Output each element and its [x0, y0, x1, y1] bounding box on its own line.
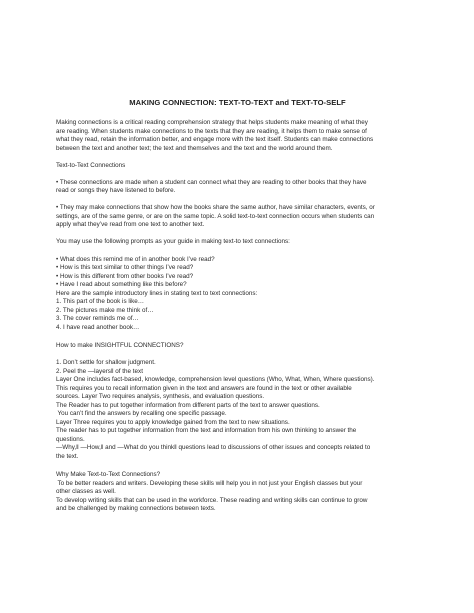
- list-item: Here are the sample introductory lines in stating text to text connections:: [56, 289, 258, 297]
- list-item: • Have I read about something like this before?: [56, 281, 187, 289]
- text-line: The reader has to put together information from the text and information from his own thinking to answer the: [56, 427, 357, 435]
- text-line: read or songs they have listened to before.: [56, 187, 176, 195]
- text-line: You can’t find the answers by recalling one specific passage.: [57, 410, 227, 418]
- text-line: • These connections are made when a student can connect what they are reading to other books that they have: [56, 178, 367, 186]
- list-item: • How is this different from other books I’ve read?: [56, 272, 194, 280]
- text-line: 2. Peel the ―layers‖ of the text: [56, 367, 143, 375]
- text-line: between the text and another text; the text and themselves and the text and the world around them.: [56, 144, 333, 152]
- list-item: 4. I have read another book…: [56, 323, 140, 331]
- intro-paragraph: [56, 119, 419, 153]
- prompt-intro: You may use the following prompts as your guide in making text-to text connections:: [56, 238, 290, 246]
- list-item: 1. This part of the book is like…: [56, 298, 145, 306]
- text-line: Layer Three requires you to apply knowledge gained from the text to new situations.: [56, 418, 290, 426]
- list-item: • What does this remind me of in another book I’ve read?: [56, 255, 215, 263]
- list-item: 3. The cover reminds me of…: [56, 315, 139, 323]
- text-line: To be better readers and writers. Developing these skills will help you in not just your English classes but your: [57, 479, 363, 487]
- text-line: the text.: [56, 453, 79, 460]
- text-line: and be challenged by making connections between texts.: [56, 505, 216, 513]
- list-item: • How is this text similar to other things I’ve read?: [56, 264, 194, 272]
- text-line: Making connections is a critical reading comprehension strategy that helps students make meaning of what they: [56, 119, 368, 126]
- why-body: [56, 480, 419, 514]
- text-line: ―Why,‖ ―How,‖ and ―What do you think‖ questions lead to discussions of other issues and concepts related to: [56, 444, 371, 452]
- bullet-paragraph: [56, 179, 419, 196]
- section-heading-insightful: How to make INSIGHTFUL CONNECTIONS?: [56, 341, 184, 349]
- section-heading-why: Why Make Text-to-Text Connections?: [56, 471, 161, 479]
- list-item: 2. The pictures make me think of…: [56, 306, 154, 314]
- text-line: This requires you to recall information given in the text and answers are found in the text or other available: [56, 384, 352, 392]
- document-title: MAKING CONNECTION: TEXT-TO-TEXT and TEXT-TO-SELF: [129, 98, 346, 107]
- prompt-list: [56, 256, 419, 333]
- text-line: what they read, retain the information better, and engage more with the text itself. Students can make connections: [56, 136, 374, 144]
- text-line: other classes as well.: [56, 488, 116, 496]
- text-line: • They may make connections that show how the books share the same author, have similar characters, events, or: [56, 204, 375, 212]
- text-line: To develop writing skills that can be used in the workforce. These reading and writing skills can continue to grow: [56, 496, 368, 504]
- bullet-paragraph: [56, 204, 419, 230]
- section-heading-text-to-text: Text-to-Text Connections: [56, 161, 126, 169]
- text-line: are reading. When students make connections to the texts that they are reading, it helps them to make sense of: [56, 127, 367, 135]
- text-line: Layer One includes fact-based, knowledge, comprehension level questions (Who, What, When, Where questions).: [56, 376, 375, 384]
- text-line: settings, are of the same genre, or are on the same topic. A solid text-to-text connection occurs when students can: [56, 212, 375, 220]
- text-line: The Reader has to put together information from different parts of the text to answer questions.: [56, 401, 320, 409]
- text-line: questions.: [56, 435, 85, 443]
- text-line: apply what they’ve read from one text to another text.: [56, 221, 205, 229]
- text-line: 1. Don’t settle for shallow judgment.: [56, 358, 156, 366]
- text-line: sources. Layer Two requires analysis, synthesis, and evaluation questions.: [56, 393, 265, 401]
- insightful-body: [56, 359, 419, 462]
